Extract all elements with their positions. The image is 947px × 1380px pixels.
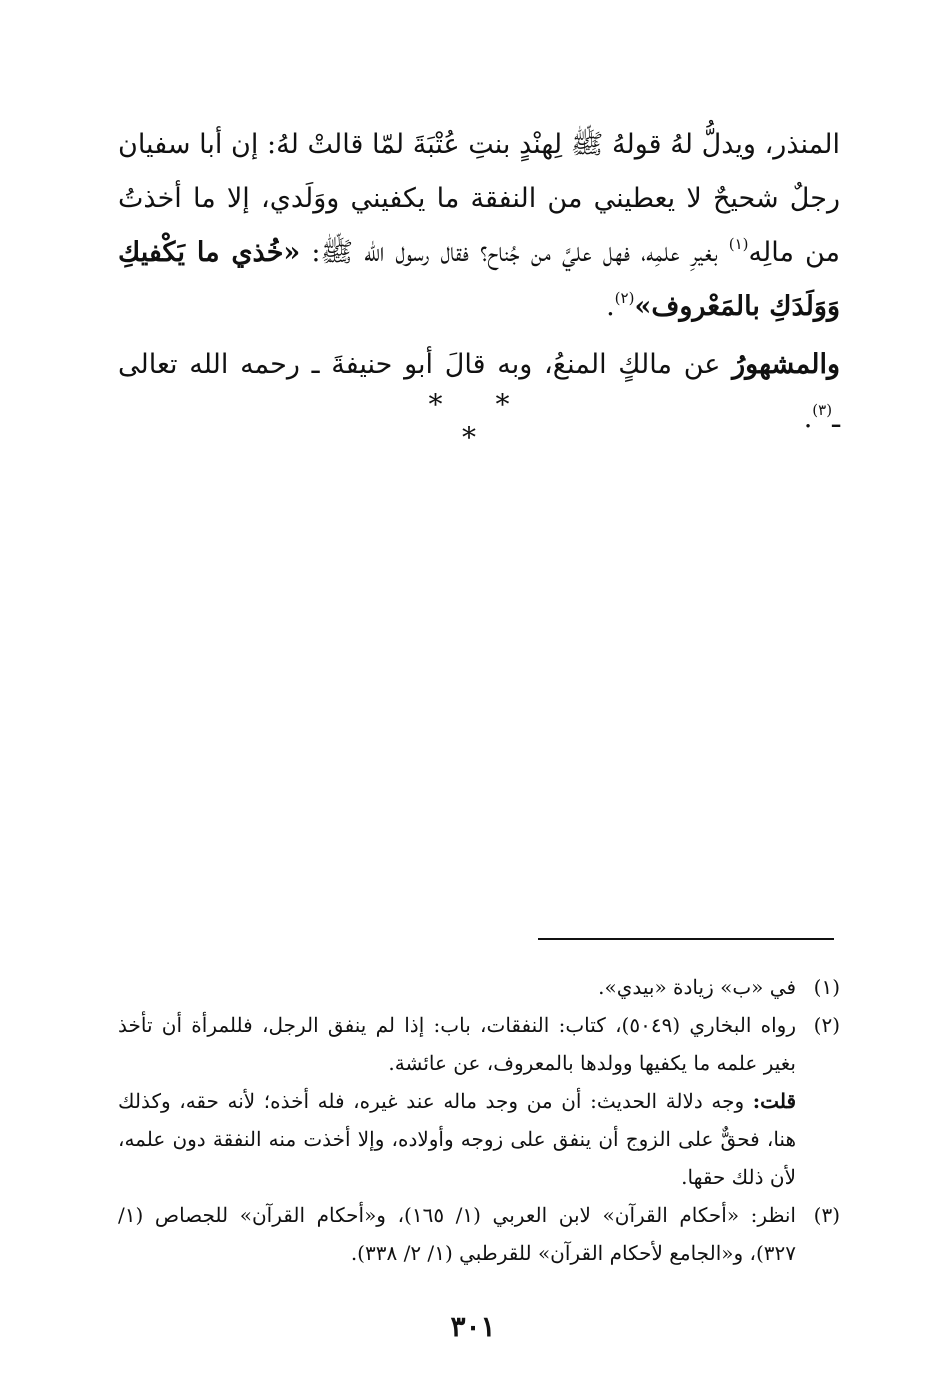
- paragraph-1-text-2: بغيرِ علمِه، فهل عليَّ من جُناح؟ فقال رسول الله ﷺ:: [300, 237, 729, 268]
- paragraph-2-lead: والمشهورُ: [732, 349, 840, 380]
- note-text: وجه دلالة الحديث: أن من وجد ماله عند غيره، فله أخذه؛ لأنه حقه، وكذلك هنا، فحقٌّ على الزوج أن ينفق على زوجه وأولاده، وإلا أخذت منه النفقة دون علمه، لأن ذلك حقها.: [118, 1089, 796, 1189]
- footnotes: [118, 968, 840, 1272]
- footnote-2: [118, 1006, 840, 1196]
- footnote-body: [118, 1196, 796, 1272]
- footnote-ref-2: (٢): [614, 289, 635, 307]
- paragraph-2-text: عن مالكٍ المنعُ، وبه قالَ أبو حنيفةَ ـ رحمه الله تعالى ـ: [118, 349, 840, 434]
- footnote-body: [118, 1006, 796, 1196]
- footnote-1: [118, 968, 840, 1006]
- page-number: ٣٠١: [450, 1310, 496, 1343]
- hadith-quote: «خُذي ما يَكْفيكِ وَوَلَدَكِ بالمَعْروف»: [118, 237, 840, 322]
- footnote-number: (٣): [813, 1203, 840, 1227]
- paragraph-1-end: .: [606, 291, 615, 322]
- footnote-text: في «ب» زيادة «بيدي».: [598, 975, 796, 999]
- footnote-3: [118, 1196, 840, 1272]
- footnote-note: [118, 1082, 796, 1196]
- footnote-divider: [538, 938, 834, 940]
- footnote-text: رواه البخاري (٥٠٤٩)، كتاب: النفقات، باب: إذا لم ينفق الرجل، فللمرأة أن تأخذ بغير علمه ما يكفيها وولدها بالمعروف، عن عائشة.: [118, 1013, 797, 1075]
- paragraph-1: [118, 118, 840, 334]
- footnote-ref-3: (٣): [812, 401, 833, 419]
- paragraph-2-end: .: [803, 403, 813, 434]
- note-label: قلت:: [752, 1089, 796, 1113]
- footnote-text: انظر: «أحكام القرآن» لابن العربي (١/ ١٦٥)، و«أحكام القرآن» للجصاص (١/ ٣٢٧)، و«الجامع لأحكام القرآن» للقرطبي (١/ ٢/ ٣٣٨).: [118, 1203, 796, 1265]
- section-separator: * * *: [428, 388, 532, 454]
- footnote-number: (١): [813, 975, 840, 999]
- footnote-body: [118, 968, 796, 1006]
- paragraph-1-text: المنذر، ويدلُّ لهُ قولهُ ﷺ لِهنْدٍ بنتِ عُتْبَةَ لمّا قالتْ لهُ: إن أبا سفيان رجلٌ شحيحٌ لا يعطيني من النفقة ما يكفيني ووَلَدي، إلا ما أخذتُ من مالِه: [118, 129, 840, 268]
- footnote-ref-1: (١): [728, 235, 749, 253]
- footnote-number: (٢): [813, 1013, 840, 1037]
